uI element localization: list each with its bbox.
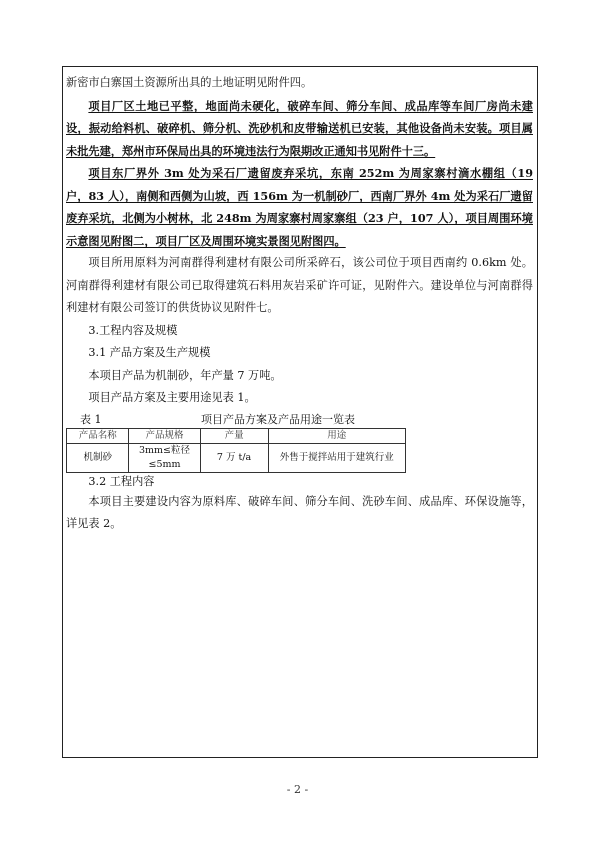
table-row	[67, 443, 406, 472]
paragraph-raw-material: 项目所用原料为河南群得利建材有限公司所采碎石，该公司位于项目西南约 0.6km 处。河南群得利建材有限公司已取得建筑石料用灰岩采矿许可证，见附件六。建设单位与河南群得利建材有限公司签订的供货协议见附件七。	[66, 256, 533, 314]
paragraph-surroundings	[66, 162, 533, 252]
table-cell: 机制砂	[67, 443, 129, 472]
paragraph-land-certificate: 新密市白寨国土资源所出具的土地证明见附件四。	[66, 76, 313, 89]
table-number: 表 1	[80, 412, 102, 426]
section-heading-3: 3.工程内容及规模	[88, 323, 178, 337]
surroundings-text: 项目东厂界外 3m 处为采石厂遗留废弃采坑，东南 252m 为周家寨村滴水棚组（19 户，83 人），南侧和西侧为山坡，西 156m 为一机制砂厂，西南厂界外 4m 处为采石厂遗留废弃采坑，北侧为小树林，北 248m 为周家寨村周家寨组（23 户，107 人），项目周围环境示意图见附图二，项目厂区及周围环境实景图见附图四。	[66, 166, 533, 248]
page-number: - 2 -	[286, 783, 309, 796]
table-header-cell: 产品名称	[67, 428, 129, 443]
table-caption	[66, 411, 533, 428]
table-header-row	[67, 428, 406, 443]
table-header-cell: 产品规格	[129, 428, 200, 443]
table-title: 项目产品方案及产品用途一览表	[201, 412, 355, 426]
table-header-cell: 用途	[268, 428, 405, 443]
site-status-text: 项目厂区土地已平整，地面尚未硬化，破碎车间、筛分车间、成品库等车间厂房尚未建设，振动给料机、破碎机、筛分机、洗砂机和皮带输送机已安装，其他设备尚未安装。项目属未批先建，郑州市环保局出具的环境违法行为限期改正通知书见附件十三。	[66, 98, 533, 158]
table-cell: 7 万 t/a	[200, 443, 268, 472]
paragraph-site-status	[66, 95, 533, 163]
table-cell: 外售于搅拌站用于建筑行业	[268, 443, 405, 472]
table-cell: 3mm≤粒径≤5mm	[129, 443, 200, 472]
paragraph-table-ref: 项目产品方案及主要用途见表 1。	[88, 391, 256, 404]
paragraph-product: 本项目产品为机制砂，年产量 7 万吨。	[88, 368, 282, 382]
section-heading-3-2: 3.2 工程内容	[88, 474, 155, 488]
document-body	[66, 72, 533, 536]
paragraph-construction: 本项目主要建设内容为原料库、破碎车间、筛分车间、洗砂车间、成品库、环保设施等，详见表 2。	[66, 494, 533, 530]
table-header-cell: 产量	[200, 428, 268, 443]
product-table	[66, 428, 406, 473]
section-heading-3-1: 3.1 产品方案及生产规模	[88, 346, 211, 359]
